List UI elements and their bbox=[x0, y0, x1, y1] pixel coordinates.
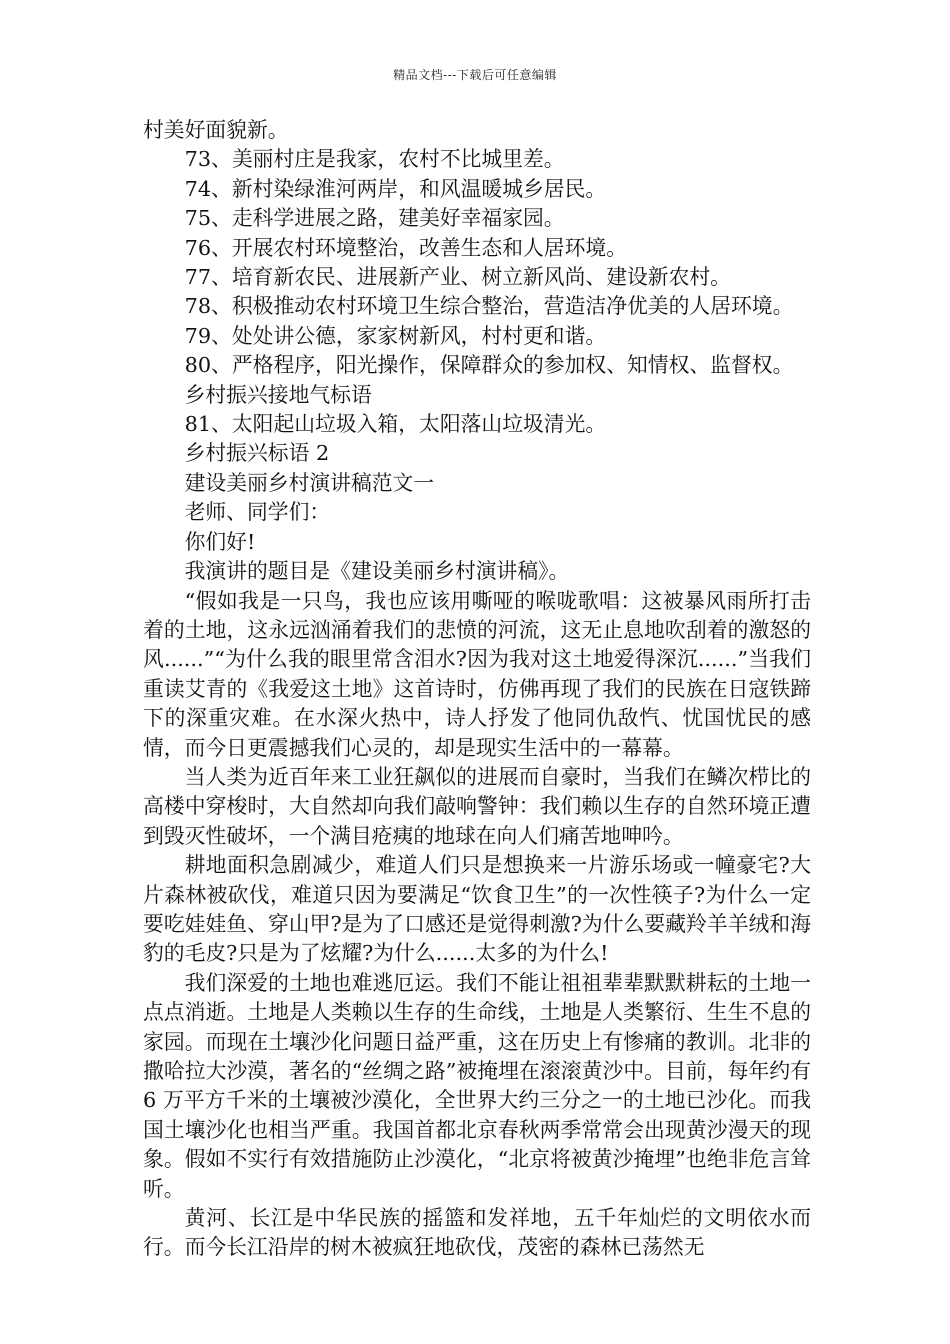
page-header: 精品文档---下载后可任意编辑 bbox=[393, 68, 557, 82]
paragraph: 77、培育新农民、进展新产业、树立新风尚、建设新农村。 bbox=[184, 265, 731, 290]
paragraph: 村美好面貌新。 bbox=[143, 118, 289, 142]
paragraph: 78、积极推动农村环境卫生综合整治，营造洁净优美的人居环境。 bbox=[184, 294, 794, 319]
paragraph: 我们深爱的土地也难逃厄运。我们不能让祖祖辈辈默默耕耘的土地一点点消逝。土地是人类赖以生存的生命线，土地是人类繁衍、生生不息的家园。而现在土壤沙化问题日益严重，这在历史上有惨痛的教训。北非的撒哈拉大沙漠，著名的“丝绸之路”被掩埋在滚滚黄沙中。目前，每年约有 6 万平方千米的土壤被沙漠化，全世界大约三分之一的土地已沙化。而我国土壤沙化也相当严重。我国首都北京春秋两季常常会出现黄沙漫天的现象。假如不实行有效措施防止沙漠化，“北京将被黄沙掩埋”也绝非危言耸听。 bbox=[143, 970, 811, 1201]
paragraph: 黄河、长江是中华民族的摇篮和发祥地，五千年灿烂的文明依水而行。而今长江沿岸的树木被疯狂地砍伐，茂密的森林已荡然无 bbox=[143, 1206, 811, 1260]
paragraph: 76、开展农村环境整治，改善生态和人居环境。 bbox=[184, 235, 627, 260]
paragraph: 建设美丽乡村演讲稿范文一 bbox=[184, 470, 435, 495]
paragraph: “假如我是一只鸟，我也应该用嘶哑的喉咙歌唱：这被暴风雨所打击着的土地，这永远汹涌着我们的悲愤的河流，这无止息地吹刮着的激怒的风......”“为什么我的眼里常含泪水?因为我对这土地爱得深沉......”当我们重读艾青的《我爱这土地》这首诗时，仿佛再现了我们的民族在日寇铁蹄下的深重灾难。在水深火热中，诗人抒发了他同仇敌忾、忧国忧民的感情，而今日更震撼我们心灵的，却是现实生活中的一幕幕。 bbox=[143, 588, 811, 760]
document-body bbox=[143, 116, 811, 1263]
paragraph: 75、走科学进展之路，建美好幸福家园。 bbox=[184, 206, 565, 231]
paragraph: 80、严格程序，阳光操作，保障群众的参加权、知情权、监督权。 bbox=[184, 353, 794, 378]
paragraph: 81、太阳起山垃圾入箱，太阳落山垃圾清光。 bbox=[184, 412, 607, 437]
paragraph: 74、新村染绿淮河两岸，和风温暖城乡居民。 bbox=[184, 176, 607, 201]
paragraph: 耕地面积急剧减少，难道人们只是想换来一片游乐场或一幢豪宅?大片森林被砍伐，难道只因为要满足“饮食卫生”的一次性筷子?为什么一定要吃娃娃鱼、穿山甲?是为了口感还是觉得刺激?为什么要藏羚羊羊绒和海豹的毛皮?只是为了炫耀?为什么......太多的为什么! bbox=[143, 853, 811, 966]
paragraph: 你们好! bbox=[184, 529, 256, 554]
paragraph: 乡村振兴标语 2 bbox=[184, 441, 330, 466]
paragraph: 我演讲的题目是《建设美丽乡村演讲稿》。 bbox=[184, 559, 570, 584]
paragraph: 当人类为近百年来工业狂飙似的进展而自豪时，当我们在鳞次栉比的高楼中穿梭时，大自然却向我们敲响警钟：我们赖以生存的自然环境正遭到毁灭性破坏，一个满目疮痍的地球在向人们痛苦地呻吟。 bbox=[143, 764, 811, 848]
paragraph: 乡村振兴接地气标语 bbox=[184, 382, 372, 407]
paragraph: 73、美丽村庄是我家，农村不比城里差。 bbox=[184, 147, 565, 172]
paragraph: 老师、同学们： bbox=[184, 500, 331, 525]
paragraph: 79、处处讲公德，家家树新风，村村更和谐。 bbox=[184, 323, 607, 348]
